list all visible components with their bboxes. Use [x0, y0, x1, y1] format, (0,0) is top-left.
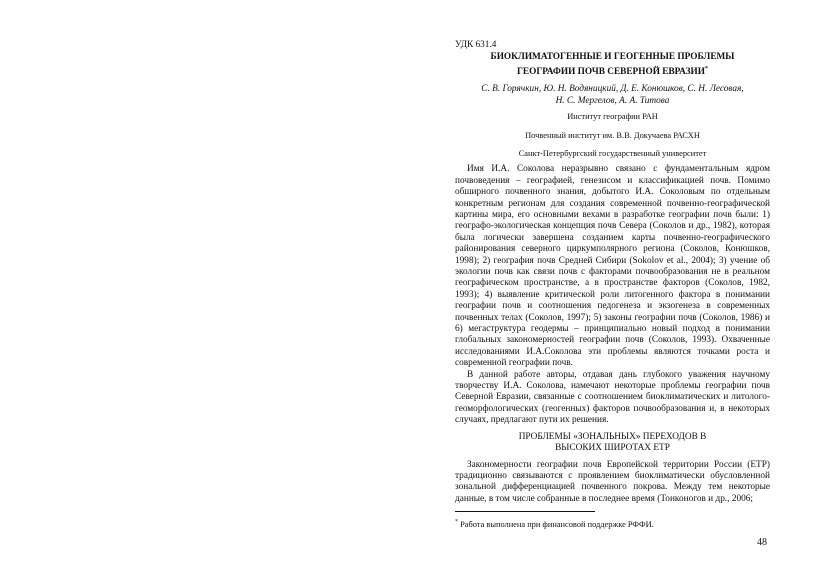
body-paragraph-1: Имя И.А. Соколова неразрывно связано с фундаментальным ядром почвоведения – географией, генезисом и классификацией почв. Помимо обширного почвенного знания, добытого И.А. Соколовым по отдельным конкретным регионам для создания современной почвенно-географической картины мира, его основными вехами в разработке географии почв были: 1) географо-экологическая концепция почв Севера (Соколов и др., 1982), которая была логически завершена созданием карты почвенно-географического районирования северного циркумполярного региона (Соколов, Конюшков, 1998); 2) география почв Средней Сибири (Sokolov et al., 2004); 3) учение об экологии почв как связи почв с факторами почвообразования не в реальном географическом пространстве, а в пространстве факторов (Соколов, 1982, 1993); 4) выявление критической роли литогенного фактора в понимании географии почв и соотношения педогенеза и экзогенеза в современных почвенных телах (Соколов, 1997); 5) законы географии почв (Соколов, 1986) и 6) мегаструктура геодермы – принципиально новый подход в понимании глобальных закономерностей географии почв (Соколов, 1993). Охваченные исследованиями И.А.Соколова эти проблемы являются точками роста и современной географии почв. — [455, 164, 770, 369]
footnote-marker: * — [455, 519, 458, 525]
footnote-text: Работа выполнена при финансовой поддержке РФФИ. — [458, 519, 654, 529]
page-number: 48 — [757, 537, 767, 548]
title-line-2-text: ГЕОГРАФИИ ПОЧВ СЕВЕРНОЙ ЕВРАЗИИ — [517, 66, 705, 77]
section-heading-line-2: ВЫСОКИХ ШИРОТАХ ЕТР — [555, 443, 670, 454]
body-paragraph-3: Закономерности географии почв Европейской территории России (ЕТР) традиционно связываются с проявлением биоклиматически обусловленной зональной дифференциацией почвенного покрова. Между тем некоторые данные, в том числе собранные в последнее время (Тонконогов и др., 2006; — [455, 459, 770, 504]
section-heading — [455, 432, 770, 455]
authors-line-1: С. В. Горячкин, Ю. Н. Водяницкий, Д. Е. Конюшков, С. Н. Лесовая, — [481, 84, 744, 95]
udk-code: УДК 631.4 — [455, 40, 497, 50]
article-column — [455, 40, 770, 505]
affiliation-3: Санкт-Петербургский государственный университет — [518, 148, 707, 158]
footnote-divider — [455, 511, 595, 512]
affiliation-2: Почвенный институт им. В.В. Докучаева РАСХН — [525, 130, 700, 140]
article-title — [455, 52, 770, 78]
body-paragraph-2: В данной работе авторы, отдавая дань глубокого уважения научному творчеству И.А. Соколова, намечают некоторые проблемы географии почв Северной Евразии, связанные с соотношением биоклиматических и литолого-геоморфологических (геогенных) факторов почвообразования и, в некоторых случаях, предлагают пути их решения. — [455, 369, 770, 426]
title-line-2 — [455, 64, 770, 79]
authors-line-2: Н. С. Мергелов, А. А. Титова — [555, 95, 670, 106]
footnote — [455, 519, 770, 529]
affiliation-1: Институт географии РАН — [567, 112, 658, 122]
section-heading-line-1: ПРОБЛЕМЫ «ЗОНАЛЬНЫХ» ПЕРЕХОДОВ В — [518, 431, 707, 442]
title-line-1: БИОКЛИМАТОГЕННЫЕ И ГЕОГЕННЫЕ ПРОБЛЕМЫ — [490, 52, 735, 63]
authors — [455, 84, 770, 107]
title-footnote-marker: * — [705, 65, 708, 72]
